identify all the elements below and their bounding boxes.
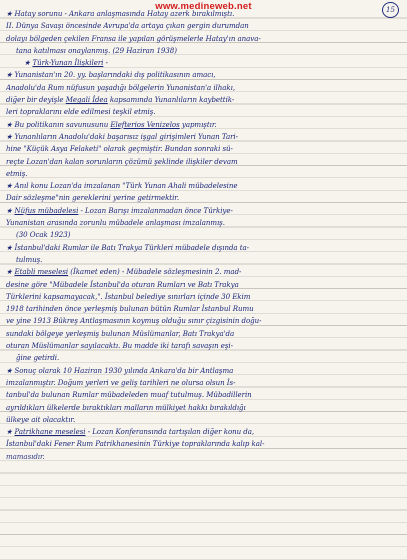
text-line: desine göre "Mübadele İstanbul'da oturan Rumları ve Batı Trakya: [6, 279, 239, 289]
text-line: reçte Lozan'dan kalan sorunların çözümü şeklinde ilişkiler devam: [6, 156, 238, 166]
text-line: ★ Nüfus mübadelesi - Lozan Barışı imzalanmadan önce Türkiye-: [6, 205, 233, 215]
text-line: dolayı bölgeden çekilen Fransa ile yapılan görüşmelerle Hatay'ın anava-: [6, 33, 261, 43]
text-line: Anadolu'da Rum nüfusun yaşadığı bölgelerin Yunanistan'a ilhakı,: [6, 82, 236, 92]
text-line: ★ İstanbul'daki Rumlar ile Batı Trakya Türkleri mübadele dışında ta-: [6, 242, 250, 252]
text-line: tulmuş.: [16, 254, 43, 264]
text-line: sundaki bölgeye yerleşmiş bulunan Müslümanlar, Batı Trakya'da: [6, 328, 235, 338]
text-line: ★ Bu politikanın savunusunu Elefterios Venizelos yapmıştır.: [6, 119, 217, 129]
text-line: Yunanistan arasında zorunlu mübadele anlaşması imzalanmış.: [6, 218, 225, 228]
text-line: (30 Ocak 1923): [16, 230, 71, 240]
text-line: ülkeye ait olacaktır.: [6, 414, 76, 424]
underlined-term: Nüfus mübadelesi: [14, 205, 79, 215]
text-line: ayrıldıkları ülkelerde bıraktıkları malların mülkiyet hakkı bırakıldığı: [6, 402, 246, 412]
page-number: 15: [382, 2, 399, 18]
underlined-term: Elefterios Venizelos: [110, 119, 180, 129]
text-line: tana katılması onaylanmış. (29 Haziran 1938): [16, 45, 177, 55]
underlined-term: Etabli meselesi: [14, 267, 69, 277]
text-line: ★ Yunanistan'ın 20. yy. başlarındaki dış politikasının amacı,: [6, 70, 216, 80]
text-line: II. Dünya Savaşı öncesinde Avrupa'da artaya çıkan gergin durumdan: [6, 21, 249, 31]
text-line: imzalanmıştır. Doğum yerleri ve geliş tarihleri ne olursa olsun İs-: [6, 377, 236, 387]
underlined-term: Patrikhane meselesi: [14, 427, 86, 437]
text-line: ★ Patrikhane meselesi - Lozan Konferansında tartışılan diğer konu da,: [6, 427, 255, 437]
text-line: ve yine 1913 Bükreş Antlaşmasının koymuş olduğu sınır çizgisinin doğu-: [6, 316, 262, 326]
text-line: ğine getirdi.: [16, 353, 60, 363]
text-line: İstanbul'daki Fener Rum Patrikhanesinin Türkiye topraklarında kalıp kal-: [6, 439, 265, 449]
text-line: ★ Etabli meselesi (İkamet eden) - Mübadele sözleşmesinin 2. mad-: [6, 267, 242, 277]
watermark: www.medineweb.net: [155, 1, 252, 12]
text-line: etmiş.: [6, 168, 28, 178]
text-line: ★ Hatay sorunu - Ankara anlaşmasında Hatay azerk bırakılmıştı.: [6, 9, 235, 18]
text-line: mamasıdır.: [6, 451, 45, 461]
text-line: ★ Türk-Yunan İlişkileri -: [24, 58, 108, 68]
text-line: ★ Anıl konu Lozan'da imzalanan "Türk Yunan Ahali mübadelesine: [6, 181, 238, 191]
text-line: diğer bir deyişle Megali İdea kapsamında Yunanlıların kaybettik-: [6, 95, 235, 105]
text-line: hine "Küçük Asya Felaketi" olarak geçmiştir. Bundan sonraki sü-: [6, 144, 233, 154]
text-line: 1918 tarihinden önce yerleşmiş bulunan bütün Rumlar İstanbul Rumu: [6, 304, 254, 314]
text-line: oturan Müslümanlar sayılacaktı. Bu madde iki tarafı savaşın eşi-: [6, 341, 233, 351]
handwritten-text-block: [6, 8, 401, 463]
text-line: Dair sözleşme"nin gereklerini yerine getirmektir.: [6, 193, 180, 203]
text-line: ★ Sonuç olarak 10 Haziran 1930 yılında Ankara'da bir Antlaşma: [6, 365, 234, 375]
text-line: leri topraklarını elde edilmesi teşkil etmiş.: [6, 107, 156, 117]
text-line: ★ Yunanlıların Anadolu'daki başarısız işgal girişimleri Yunan Tari-: [6, 131, 238, 141]
underlined-term: Megali İdea: [65, 95, 108, 105]
text-line: Türklerini kapsamayacak,". İstanbul belediye sınırları içinde 30 Ekim: [6, 291, 251, 301]
text-line: tanbul'da bulunan Rumlar mübadeleden muaf tutulmuş. Mübadillerin: [6, 390, 252, 400]
underlined-term: Türk-Yunan İlişkileri: [32, 58, 104, 68]
